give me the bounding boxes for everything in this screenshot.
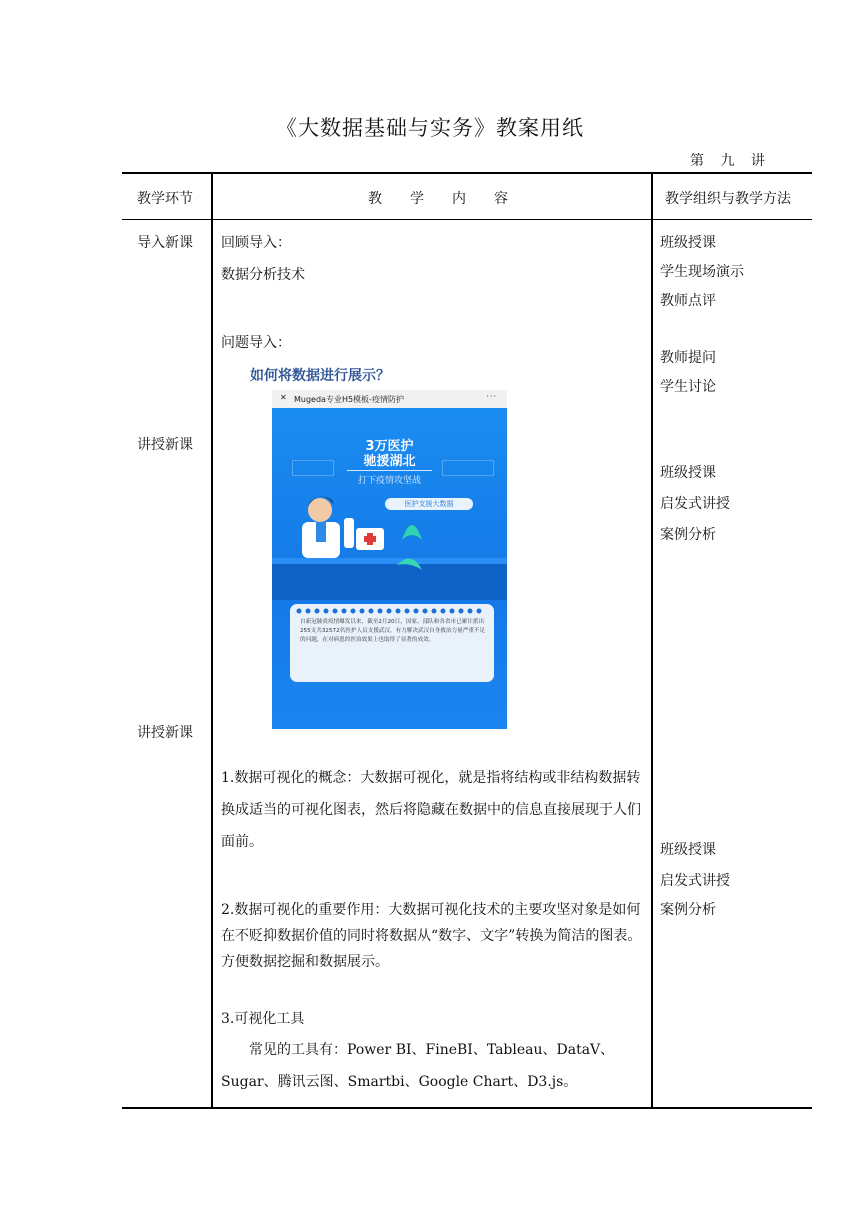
tools-title: 3.可视化工具: [221, 1011, 305, 1027]
phone-button: 医护支援大数据: [385, 498, 473, 510]
phone-headline-2: 驰援湖北: [363, 454, 416, 469]
table-top-border: [122, 172, 812, 174]
method-g3-2: 启发式讲授: [660, 496, 730, 512]
paragraph-concept: 1.数据可视化的概念：大数据可视化，就是指将结构或非结构数据转换成适当的可视化图表，然后将隐藏在数据中的信息直接展现于人们面前。: [221, 770, 641, 850]
stage-intro: 导入新课: [137, 235, 193, 251]
header-content: 教 学 内 容: [368, 191, 508, 207]
header-stage: 教学环节: [137, 191, 193, 207]
review-text: 数据分析技术: [221, 267, 305, 283]
phone-headline-1: 3万医护: [365, 439, 414, 454]
lecture-number: 第 九 讲: [690, 153, 771, 169]
method-g4-2: 启发式讲授: [660, 873, 730, 889]
stage-teach-2: 讲授新课: [137, 725, 193, 741]
method-g3-1: 班级授课: [660, 465, 716, 481]
phone-title-bar: [272, 390, 507, 408]
method-g2-1: 教师提问: [660, 350, 716, 366]
question-text: 如何将数据进行展示？: [250, 368, 390, 384]
phone-screenshot: [272, 390, 507, 729]
document-title: 《大数据基础与实务》教案用纸: [276, 116, 584, 140]
method-g3-3: 案例分析: [660, 527, 716, 543]
column-divider-2: [651, 172, 653, 1109]
header-method: 教学组织与教学方法: [665, 191, 791, 207]
phone-subtitle: 打下疫情攻坚战: [357, 476, 421, 486]
table-bottom-border: [122, 1107, 812, 1109]
card-dots: [296, 608, 488, 614]
method-g1-3: 教师点评: [660, 293, 716, 309]
method-g4-3: 案例分析: [660, 902, 716, 918]
doctor-illustration: [272, 470, 507, 600]
column-divider-1: [211, 172, 213, 1109]
more-icon: ···: [486, 392, 497, 401]
card-text: 自新冠肺炎疫情爆发以来，截至2月20日，国家、部队和各省市已累计派出255支共32572名医护人员支援武汉，有力解决武汉自身救治力量严重不足的问题，在对病患的医治效果上也取得了显著的成效。: [300, 619, 486, 643]
question-label: 问题导入：: [221, 335, 291, 351]
method-g2-2: 学生讨论: [660, 379, 716, 395]
paragraph-importance: 2.数据可视化的重要作用：大数据可视化技术的主要攻坚对象是如何在不贬抑数据价值的同时将数据从“数字、文字”转换为简洁的图表。方便数据挖掘和数据展示。: [221, 902, 642, 970]
tools-text: 常见的工具有：Power BI、FineBI、Tableau、DataV、Sugar、腾讯云图、Smartbi、Google Chart、D3.js。: [221, 1042, 615, 1090]
method-g1-1: 班级授课: [660, 235, 716, 251]
header-divider: [122, 219, 812, 220]
method-g4-1: 班级授课: [660, 842, 716, 858]
close-icon: ✕: [280, 393, 287, 402]
method-g1-2: 学生现场演示: [660, 264, 744, 280]
phone-info-card: [290, 604, 494, 682]
review-label: 回顾导入：: [221, 235, 291, 251]
phone-title: Mugeda专业H5模板-疫情防护: [294, 395, 404, 404]
stage-teach-1: 讲授新课: [137, 437, 193, 453]
